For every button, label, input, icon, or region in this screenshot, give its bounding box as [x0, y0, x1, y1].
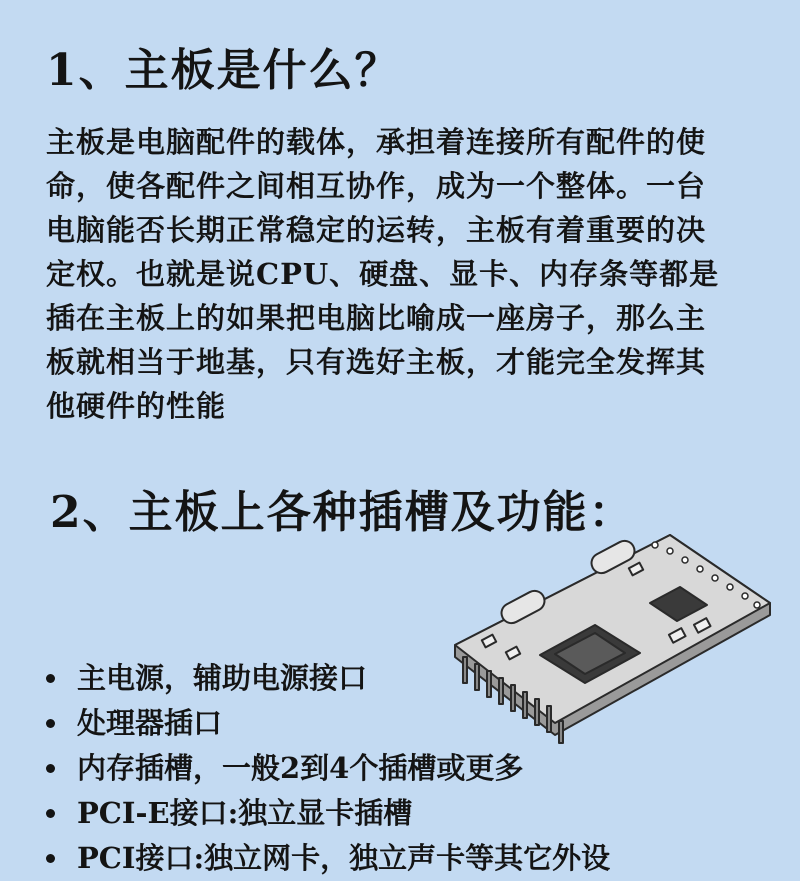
paragraph-line: 他硬件的性能: [46, 389, 227, 423]
list-item-text: 内存插槽，一般2到4个插槽或更多: [77, 751, 524, 785]
bullet-icon: [46, 854, 55, 863]
slot-list: [46, 656, 610, 881]
bullet-icon: [46, 719, 55, 728]
list-item: [46, 701, 610, 746]
paragraph-line: 命，使各配件之间相互协作，成为一个整体。一台: [46, 169, 707, 203]
paragraph-line: 板就相当于地基，只有选好主板，才能完全发挥其: [46, 345, 707, 379]
section1-paragraph: [46, 120, 762, 428]
bullet-icon: [46, 764, 55, 773]
paragraph-line: 主板是电脑配件的载体，承担着连接所有配件的使: [46, 125, 707, 159]
list-item-text: PCI接口:独立网卡，独立声卡等其它外设: [77, 841, 611, 875]
list-item: [46, 746, 610, 791]
section1-title: 1、主板是什么？: [46, 45, 401, 96]
list-item-text: PCI-E接口:独立显卡插槽: [77, 796, 413, 830]
list-item: [46, 656, 610, 701]
bullet-icon: [46, 674, 55, 683]
list-item: [46, 836, 610, 881]
paragraph-line: 定权。也就是说CPU、硬盘、显卡、内存条等都是: [46, 257, 720, 291]
bullet-icon: [46, 809, 55, 818]
section2-title: 2、主板上各种插槽及功能：: [50, 487, 635, 538]
list-item-text: 处理器插口: [77, 706, 223, 740]
list-item-text: 主电源，辅助电源接口: [77, 661, 368, 695]
list-item: [46, 791, 610, 836]
paragraph-line: 插在主板上的如果把电脑比喻成一座房子，那么主: [46, 301, 707, 335]
paragraph-line: 电脑能否长期正常稳定的运转，主板有着重要的决: [46, 213, 707, 247]
